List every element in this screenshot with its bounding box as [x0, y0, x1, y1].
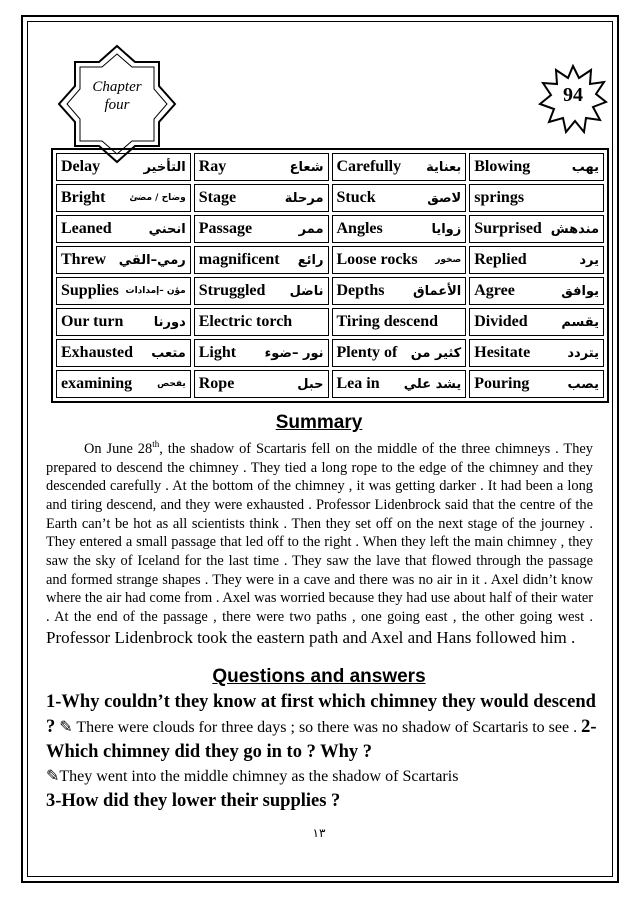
vocab-english: Replied: [474, 251, 527, 268]
vocab-cell: [56, 339, 191, 367]
vocab-english: Plenty of: [336, 344, 398, 361]
vocab-cell: [469, 277, 604, 305]
vocab-cell: [194, 184, 329, 212]
vocab-arabic: حبل: [297, 376, 324, 392]
vocab-row: [56, 277, 604, 305]
vocab-arabic: يقسم: [561, 314, 599, 330]
vocab-cell: [56, 246, 191, 274]
vocab-cell: [469, 184, 604, 212]
pencil-icon: ✎: [59, 719, 73, 736]
vocab-cell: [56, 277, 191, 305]
vocab-arabic: يفحص: [157, 379, 186, 389]
vocab-english: Light: [198, 344, 237, 361]
question-1: 1-Why couldn’t they know at first which chimney they would descend ?: [46, 692, 596, 737]
vocab-english: Exhausted: [61, 344, 134, 361]
vocab-english: Lea in: [336, 375, 380, 392]
vocab-arabic: بعناية: [426, 159, 462, 175]
vocab-arabic: لاصق: [427, 190, 462, 206]
vocab-cell: [194, 215, 329, 243]
chapter-label: Chapter four: [92, 79, 142, 113]
vocab-cell: [194, 339, 329, 367]
vocab-english: Rope: [198, 375, 235, 392]
answer-1: There were clouds for three days ; so there was no shadow of Scartaris to see .: [76, 719, 578, 736]
vocab-english: magnificent: [198, 251, 280, 268]
vocab-arabic: صخور: [435, 255, 462, 265]
vocab-cell: [469, 246, 604, 274]
pencil-icon: ✎: [46, 768, 60, 785]
vocab-english: Our turn: [61, 313, 124, 330]
vocab-english: Threw: [61, 251, 107, 268]
vocab-cell: [469, 308, 604, 336]
vocab-arabic: يرد: [579, 252, 599, 268]
vocab-arabic: يتردد: [567, 345, 599, 361]
vocab-cell: [332, 184, 467, 212]
vocab-cell: [469, 215, 604, 243]
vocab-cell: [332, 246, 467, 274]
vocab-cell: [332, 153, 467, 181]
vocab-arabic: يشد علي: [403, 376, 462, 392]
vocab-english: Blowing: [474, 158, 531, 175]
vocab-english: Stage: [198, 189, 237, 206]
vocab-cell: [194, 370, 329, 398]
vocab-arabic: زوايا: [431, 221, 462, 237]
vocab-english: Loose rocks: [336, 251, 418, 268]
vocab-cell: [56, 184, 191, 212]
vocab-english: examining: [61, 375, 133, 392]
vocab-arabic: يصب: [567, 376, 599, 392]
vocab-cell: [194, 246, 329, 274]
vocab-arabic: وضاح / مضئ: [129, 193, 186, 203]
vocab-english: Tiring descend: [336, 313, 438, 330]
vocab-arabic: ناضل: [289, 283, 324, 299]
vocab-english: Surprised: [474, 220, 542, 237]
vocab-cell: [56, 370, 191, 398]
vocab-cell: [194, 277, 329, 305]
vocab-row: [56, 153, 604, 181]
vocab-cell: [56, 153, 191, 181]
footer-page-number: ١٣: [312, 826, 326, 840]
vocab-arabic: مندهش: [550, 221, 599, 237]
vocab-english: Passage: [198, 220, 253, 237]
vocab-arabic: انحني: [148, 221, 186, 237]
summary-text: On June 28th, the shadow of Scartaris fell on the middle of the three chimneys . They prepared to descend the chimney . They tied a long rope to the edge of the chimney and they descended carefully . At the bottom of the chimney , it was getting darker . It had been a long and tiring descend, and they were exhausted . Professor Lidenbrock said that the centre of the Earth can’t be hot as all scientists think . Then they set off on the next stage of the journey . They entered a small passage that led off to the right . When they left the main chimney , they saw the sky of Iceland for the last time . They saw the lave that flowed through the passage and formed strange shapes . They were in a cave and there was no air in it . Axel didn’t know where the air had come from . Axel was worried because they had use about half of their water . At the end of the passage , there were two paths , one going east , the other going west . Professor Lidenbrock took the eastern path and Axel and Hans followed him .: [46, 439, 593, 647]
vocab-arabic: رمي–القي: [118, 252, 186, 268]
vocab-english: Delay: [61, 158, 101, 175]
vocab-row: [56, 215, 604, 243]
vocab-cell: [469, 153, 604, 181]
vocab-english: springs: [474, 189, 525, 206]
page-number: 94: [563, 84, 583, 106]
vocab-arabic: دورنا: [153, 314, 186, 330]
vocab-row: [56, 370, 604, 398]
vocab-arabic: رائع: [297, 252, 324, 268]
vocab-arabic: ممر: [298, 221, 324, 237]
vocab-cell: [332, 308, 467, 336]
vocab-cell: [332, 277, 467, 305]
vocab-arabic: التأخير: [143, 159, 186, 175]
vocab-english: Struggled: [198, 282, 266, 299]
answer-2: They went into the middle chimney as the shadow of Scartaris: [59, 768, 459, 785]
vocab-row: [56, 246, 604, 274]
vocab-arabic: الأعماق: [413, 283, 462, 299]
vocab-arabic: كثير من: [410, 345, 462, 361]
vocab-arabic: شعاع: [289, 159, 324, 175]
vocab-english: Ray: [198, 158, 227, 175]
vocab-cell: [194, 308, 329, 336]
vocab-row: [56, 308, 604, 336]
vocab-cell: [56, 308, 191, 336]
vocab-cell: [56, 215, 191, 243]
vocab-english: Depths: [336, 282, 385, 299]
vocab-cell: [194, 153, 329, 181]
vocab-english: Hesitate: [474, 344, 531, 361]
vocab-cell: [332, 215, 467, 243]
vocab-english: Agree: [474, 282, 515, 299]
vocab-cell: [332, 339, 467, 367]
vocab-english: Supplies: [61, 282, 119, 299]
vocabulary-table: [51, 148, 609, 403]
question-3: 3-How did they lower their supplies ?: [46, 791, 341, 811]
vocab-english: Leaned: [61, 220, 112, 237]
qa-heading: Questions and answers: [212, 666, 426, 687]
vocab-row: [56, 339, 604, 367]
vocab-english: Stuck: [336, 189, 376, 206]
vocab-arabic: يهب: [571, 159, 599, 175]
vocab-arabic: مؤن –إمدادات: [125, 286, 186, 296]
qa-section: [46, 690, 606, 814]
vocab-english: Divided: [474, 313, 528, 330]
question-2: 2-Which chimney did they go in to ? Why ?: [46, 717, 597, 762]
vocab-cell: [469, 339, 604, 367]
vocab-english: Bright: [61, 189, 106, 206]
vocab-english: Pouring: [474, 375, 530, 392]
vocab-arabic: يوافق: [561, 283, 599, 299]
vocab-arabic: متعب: [151, 345, 186, 361]
vocab-arabic: مرحلة: [284, 190, 324, 206]
vocab-english: Electric torch: [198, 313, 293, 330]
vocab-english: Angles: [336, 220, 383, 237]
vocab-cell: [332, 370, 467, 398]
vocab-english: Carefully: [336, 158, 402, 175]
vocab-row: [56, 184, 604, 212]
summary-heading: Summary: [275, 412, 363, 433]
vocab-cell: [469, 370, 604, 398]
vocab-arabic: نور –ضوء: [264, 345, 324, 361]
